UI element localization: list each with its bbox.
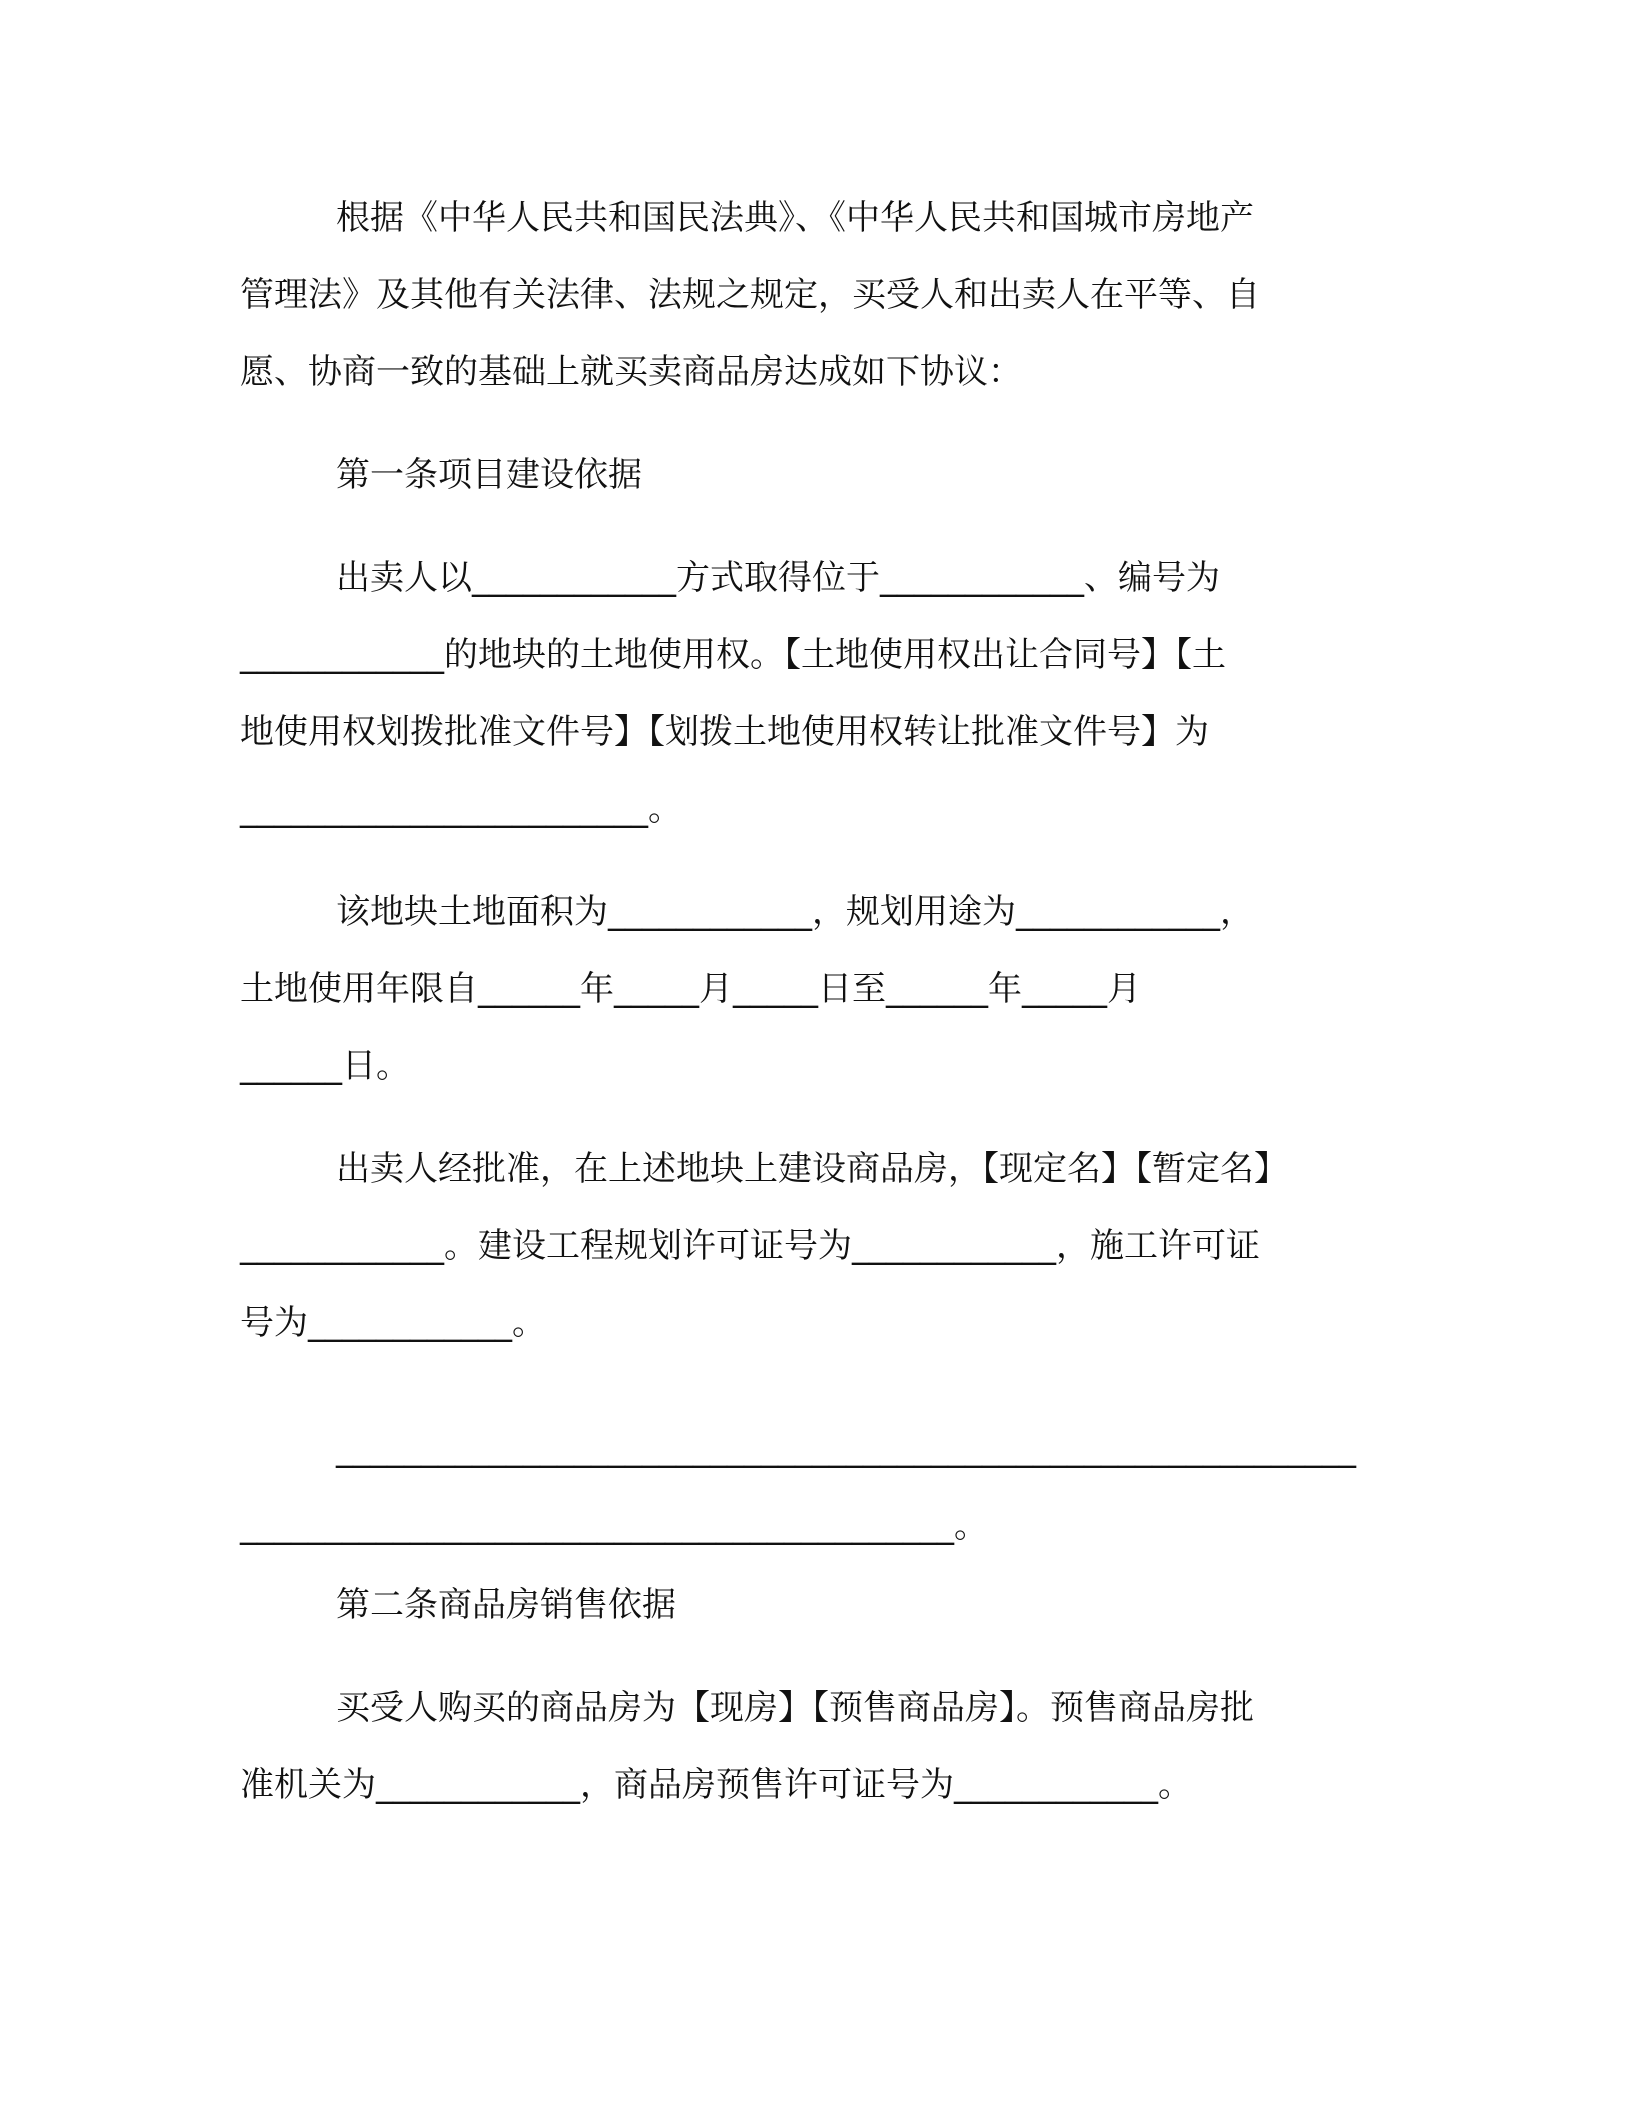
article-1-p3-line-3: 号为____________。: [240, 1303, 546, 1343]
article-1-p3-line-1: 出卖人经批准，在上述地块上建设商品房，【现定名】【暂定名】: [336, 1149, 1288, 1189]
article-1-heading: 第一条项目建设依据: [336, 455, 642, 495]
article-2-heading: 第二条商品房销售依据: [336, 1585, 676, 1625]
article-1-p2-line-1: 该地块土地面积为____________，规划用途为____________，: [336, 892, 1254, 932]
intro-line-3: 愿、协商一致的基础上就买卖商品房达成如下协议：: [240, 352, 1022, 392]
article-2-p1-line-2: 准机关为____________，商品房预售许可证号为____________。: [240, 1765, 1192, 1805]
article-1-p4-line-2: __________________________________________。: [240, 1506, 988, 1546]
article-1-p4-line-1: ____________________________________________________________: [336, 1429, 1356, 1469]
article-1-p3-line-2: ____________。建设工程规划许可证号为____________，施工许可证: [240, 1226, 1260, 1266]
intro-line-2: 管理法》及其他有关法律、法规之规定，买受人和出卖人在平等、自: [240, 275, 1260, 315]
article-1-p2-line-2: 土地使用年限自______年_____月_____日至______年_____月: [240, 969, 1141, 1009]
article-1-p1-line-3: 地使用权划拨批准文件号】【划拨土地使用权转让批准文件号】为: [240, 712, 1209, 752]
article-2-p1-line-1: 买受人购买的商品房为【现房】【预售商品房】。预售商品房批: [336, 1688, 1254, 1728]
article-1-p2-line-3: ______日。: [240, 1046, 410, 1086]
article-1-p1-line-4: ________________________。: [240, 789, 682, 829]
intro-line-1: 根据《中华人民共和国民法典》、《中华人民共和国城市房地产: [336, 198, 1254, 238]
article-1-p1-line-2: ____________的地块的土地使用权。【土地使用权出让合同号】【土: [240, 635, 1226, 675]
article-1-p1-line-1: 出卖人以____________方式取得位于____________、编号为: [336, 558, 1220, 598]
